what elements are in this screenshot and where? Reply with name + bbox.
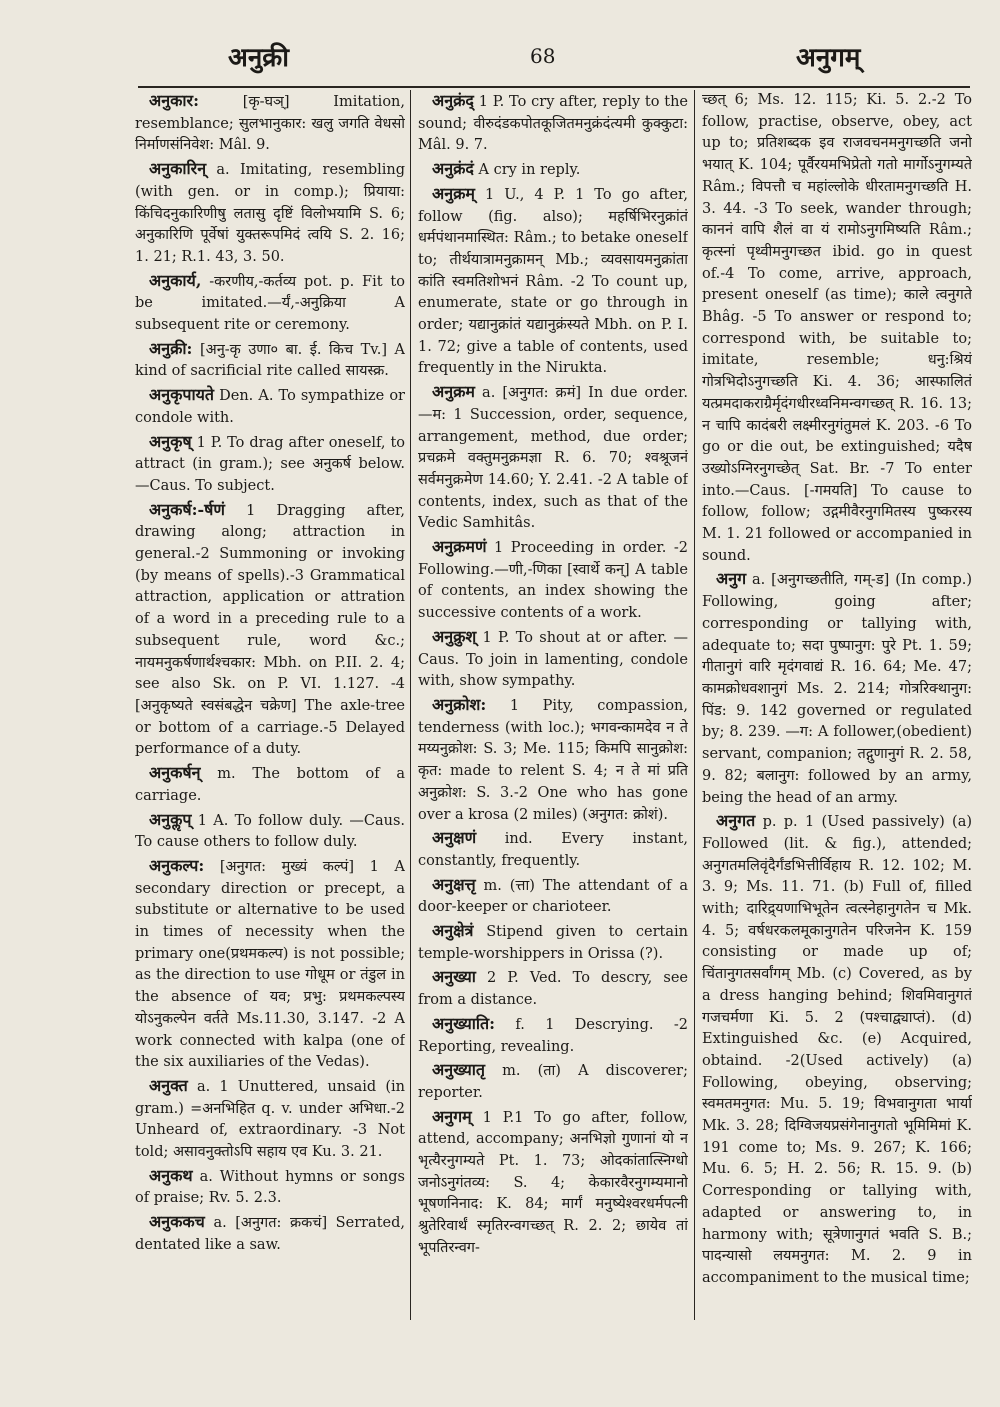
definition-text: p. p. 1 (Used passively) (a) Followed (lit. & fig.), attended; अनुगतमलिवृंदैर्गंडभित्तीर्विहाय R. 12. 102; M. 3. 9; Ms. 11. 71. (b) Full of, filled with; दारिद्र्यणाभिभूतेन त्वत्स्नेहानुगतेन च Mk. 4. 5; वर्षधरकलमूकानुगतेन परिजनेन K. 159 consisting or made up of; चिंतानुगतसर्वांगम् Mb. (c) Covered, as by a dress hanging behind; शिवमिवानुगतं गजचर्मणा Ki. 5. 2 (पश्चाद्व्याप्तं). (d) Extinguished &c. (e) Acquired, obtaind. -2(Used actively) (a) Following, obeying, observing; स्वमतमनुगत: Mu. 5. 19; विभवानुगता भार्या Mk. 3. 28; दिग्विजयप्रसंगेनानुगतो भूमिमिमां K. 191 come to; Ms. 9. 267; K. 166; Mu. 6. 5; H. 2. 56; R. 15. 9. (b) Corresponding or tallying with, adapted or answering to, in harmony with; सूत्रेणानुगतं भवति S. B.; पादन्यासो लयमनुगत: M. 2. 9 in accompaniment to the musical time; [702,814,972,1286]
definition-text: [अनु-कृ उणा० बा. ई. किच Tv.] A kind of sacrificial rite called सायस्क्र. [135,341,405,380]
dictionary-entry [418,827,688,872]
headword: अनुकृपायते [149,385,215,405]
dictionary-entry [418,966,688,1011]
dictionary-entry [418,158,688,182]
definition-text: च्छत् 6; Ms. 12. 115; Ki. 5. 2.-2 To follow, practise, observe, obey, act up to; प्रतिशब्दक इव राजवचनमनुगच्छति जनो भयात् K. 104; पूर्वैरयमभिप्रेतो गतो मार्गोऽनुगम्यते Râm.; विपत्तौ च महांल्लोके धीरतामनुगच्छति H. 3. 44. -3 To seek, wander through; काननं वापि शैलं वा यं रामोऽनुगमिष्यति Râm.; कृत्स्नां पृथ्वीमनुगच्छत ibid. go in quest of.-4 To come, arrive, approach, present oneself (as time); काले त्वनुगते Bhâg. -5 To answer or respond to; correspond with, be suitable to; imitate, resemble; धनु:श्रियं गोत्रभिदोऽनुगच्छति Ki. 4. 36; आस्फालितं यत्प्रमदाकराग्रैर्मृदंगधीरध्वनिमन्वगच्छत् R. 16. 13; न चापि कादंबरी लक्ष्मीरनुगंतुमलं K. 203. -6 To go or die out, be extinguished; यदैष उख्योऽग्निरनुगच्छेत् Sat. Br. -7 To enter into.—Caus. [-गमयति] To cause to follow, follow; उद्गमीवैरनुगमितस्य पुष्करस्य M. 1. 21 followed or accompanied in sound. [702,92,972,564]
left-guide-word: अनुक्री [228,43,289,73]
definition-text: -करणीय,-कर्तव्य pot. p. Fit to be imitated.—र्यं,-अनुक्रिया A subsequent rite or ceremony. [135,273,405,334]
headword: अनुक्रुश् [432,626,477,646]
dictionary-entry [135,384,405,429]
dictionary-entry [418,90,688,157]
definition-text: 1 Proceeding in order. -2 Following.—णी,-णिका [स्वार्थे कन्] A table of contents, an index showing the successive contents of a work. [418,540,688,622]
definition-text: [अनुगत: मुख्यं कल्पं] 1 A secondary direction or precept, a substitute or alternative to be used in times of necessity when the primary one(प्रथमकल्प) is not possible; as the direction to use गोधूम or तंडुल in the absence of यव; प्रभु: प्रथमकल्पस्य योऽनुकल्पेन वर्तते Ms.11.30, 3.147. -2 A work connected with kalpa (one of the six auxiliaries of the Vedas). [135,858,405,1071]
column-2 [418,90,688,1320]
definition-text: f. 1 Descrying. -2 Reporting, revealing. [418,1016,688,1055]
headword: अनुकृष् [149,431,192,451]
definition-text: 1 P. To drag after oneself, to attract (in gram.); see अनुकर्ष below.—Caus. To subject. [135,434,405,494]
definition-text: 1 P. To shout at or after. —Caus. To join in lamenting, condole with, show sympathy. [418,629,688,690]
definition-text: 1 Pity, compassion, tenderness (with loc.); भगवन्कामदेव न ते मय्यनुक्रोश: S. 3; Me. 115; किमपि सानुक्रोश: कृत: made to relent S. 4; न ते मां प्रति अनुक्रोश: S. 3.-2 One who has gone over a krosa (2 miles) (अनुगत: क्रोशं). [418,697,688,823]
dictionary-entry [418,1013,688,1058]
headword: अनुक्रंद् [432,91,474,110]
definition-text: 2 P. Ved. To descry, see from a distance. [418,970,688,1009]
headword: अनुकॢप् [149,809,192,829]
headword: अनुकल्प: [149,855,205,875]
dictionary-entry [135,1165,405,1210]
headword: अनुक्रंदं [432,159,474,179]
headword: अनुक्रमणं [432,537,487,557]
headword: अनुकारिन् [149,159,207,179]
dictionary-entry [702,810,972,1289]
headword: अनुक्रोश: [432,694,487,714]
definition-text: 1 A. To follow duly. —Caus. To cause others to follow duly. [135,812,405,851]
definition-text: [कृ-घञ्] Imitation, resemblance; सुलभानुकार: खलु जगति वेधसो निर्माणसंनिवेश: Mâl. 9. [135,94,405,154]
headword: अनुक्षणं [432,828,477,848]
dictionary-entry [135,499,405,761]
headword: अनुकार: [149,91,199,110]
header-rule [138,86,970,88]
headword: अनुक्रम [432,382,475,402]
dictionary-entry [135,1211,405,1256]
headword: अनुख्या [432,967,476,987]
headword: अनुक्री: [149,338,193,358]
column-1 [135,90,405,1320]
headword: अनुकर्षन् [149,763,201,783]
dictionary-entry [135,90,405,157]
headword: अनुकार्य, [149,270,202,290]
dictionary-entry [135,431,405,498]
dictionary-entry [135,762,405,807]
dictionary-entry [135,809,405,854]
dictionary-entry [135,270,405,337]
dictionary-entry [418,1106,688,1260]
headword: अनुख्यातृ [432,1060,486,1080]
definition-text: Stipend given to certain temple-worshippers in Orissa (?). [418,924,688,962]
definition-text: a. Without hymns or songs of praise; Rv. 5. 2.3. [135,1168,405,1207]
definition-text: 1 P.1 To go after, follow, attend, accompany; अनभिज्ञो गुणानां यो न भृत्यैरनुगम्यते Pt. 1. 73; ओदकांतात्स्निग्धो जनोऽनुगंतव्य: S. 4; केकारवैरनुगम्यमानो भूषणनिनाद: K. 84; मार्गं मनुष्येश्वरधर्मपत्नी श्रुतेरिवार्थं स्मृतिरन्वगच्छत् R. 2. 2; छायेव तां भूपतिरन्वग- [418,1109,688,1256]
dictionary-entry [418,536,688,625]
headword: अनुगम् [432,1106,472,1126]
headword: अनुक्षत्तृ [432,874,476,894]
definition-text: A cry in reply. [478,162,581,179]
headword: अनुक्रम् [432,183,475,203]
dictionary-entry [418,920,688,965]
definition-text: 1 P. To cry after, reply to the sound; वीरुदंडकपोतकूजितमनुक्रंदंत्यमी कुक्कुटा: Mâl. 9. 7. [418,94,688,154]
definition-text: a. [अनुगत: क्रमं] In due order. —म: 1 Succession, order, sequence, arrangement, method, due order; प्रचक्रमे वक्तुमनुक्रमज्ञा R. 6. 70; श्वश्रूजनं सर्वमनुक्रमेण 14.60; Y. 2.41. -2 A table of contents, index, such as that of the Vedic Samhitâs. [418,385,688,532]
definition-text: m. (ता) A discoverer; reporter. [418,1063,688,1101]
dictionary-entry [418,626,688,693]
definition-text: 1 U., 4 P. 1 To go after, follow (fig. also); महर्षिभिरनुक्रांतं धर्मपंथानमास्थित: Râm.; to betake oneself to; तीर्थयात्रामनुक्रामन् Mb.; व्यवसायमनुक्रांता कांति स्वमतिशोभनं Râm. -2 To count up, enumerate, state or go through in order; यद्यानुक्रांतं यद्यानुक्रंस्यते Mbh. on P. I. 1. 72; give a table of contents, used frequently in the Nirukta. [418,186,688,377]
headword: अनुकर्ष:-र्षणं [149,499,226,519]
headword: अनुग [716,569,747,589]
dictionary-entry [418,1059,688,1104]
dictionary-entry [135,855,405,1074]
definition-text: a. Imitating, resembling (with gen. or in comp.); प्रियाया: किंचिदनुकारिणीषु लतासु दृष्टिं विलोभयामि S. 6; अनुकारिणि पूर्वेषां युक्तरूपमिदं त्वयि S. 2. 16; 1. 21; R.1. 43, 3. 50. [135,162,405,265]
column-divider [694,90,695,1320]
dictionary-entry [418,381,688,535]
definition-text: m. (त्ता) The attendant of a door-keeper or charioteer. [418,877,688,916]
dictionary-entry [135,158,405,269]
definition-text: 1 Dragging after, drawing along; attraction in general.-2 Summoning or invoking (by means of spells).-3 Grammatical attraction, application or attration of a word in a preceding rule to a subsequent rule, word &c.; नायमनुकर्षणार्थश्चकार: Mbh. on P.II. 2. 4; see also Sk. on P. VI. 1.127. -4 [अनुकृष्यते स्वसंबद्धेन चक्रेण] The axle-tree or bottom of a carriage.-5 Delayed performance of a duty. [135,502,405,758]
right-guide-word: अनुगम् [796,43,861,73]
dictionary-entry [418,874,688,919]
dictionary-entry [702,568,972,809]
headword: अनुक्त [149,1075,188,1095]
page-number: 68 [530,44,556,68]
headword: अनुक्षेत्रं [432,921,474,941]
column-divider [410,90,411,1320]
dictionary-entry [135,338,405,383]
definition-text: ind. Every instant, constantly, frequently. [418,831,688,869]
column-3 [702,90,972,1320]
definition-text: a. [अनुगत: क्रकचं] Serrated, dentated like a saw. [135,1215,405,1253]
dictionary-entry [418,183,688,380]
definition-text: a. 1 Unuttered, unsaid (in gram.) =अनभिहित q. v. under अभिधा.-2 Unheard of, extraordinary. -3 Not told; असावनुक्तोऽपि सहाय एव Ku. 3. 21. [135,1078,405,1161]
dictionary-entry [418,694,688,826]
dictionary-entry [135,1075,405,1164]
definition-text: m. The bottom of a carriage. [135,766,405,804]
definition-text: Den. A. To sympathize or condole with. [135,388,405,426]
headword: अनुककच [149,1212,205,1232]
dictionary-entry [702,90,972,567]
headword: अनुख्याति: [432,1013,496,1033]
headword: अनुकथ [149,1165,193,1185]
headword: अनुगत [716,811,756,831]
definition-text: a. [अनुगच्छतीति, गम्-ड] (In comp.) Following, going after; corresponding or tallying with, adequate to; सदा पुष्पानुग: पुरे Pt. 1. 59; गीतानुगं वारि मृदंगवाद्यं R. 16. 64; Me. 47; कामक्रोधवशानुगं Ms. 2. 214; गोत्ररिक्थानुग: पिंड: 9. 142 governed or regulated by; 8. 239. —ग: A follower,(obedient) servant, companion; तद्गुणानुगं R. 2. 58, 9. 82; बलानुग: followed by an army, being the head of an army. [702,572,972,806]
